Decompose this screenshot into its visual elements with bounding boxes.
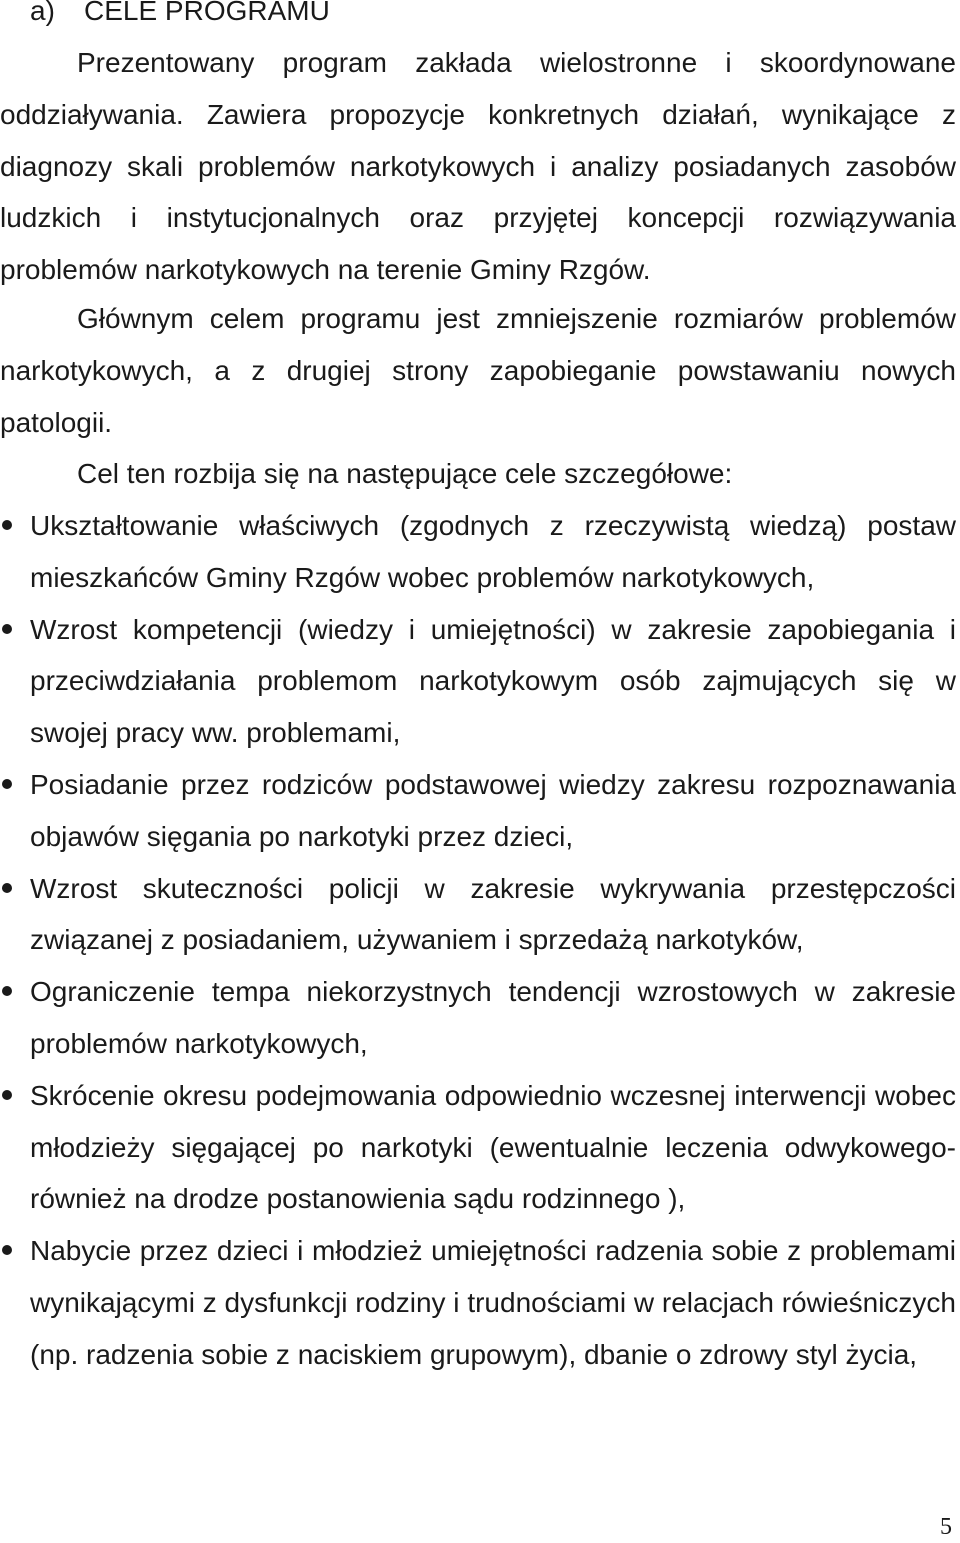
specific-goals-list bbox=[0, 500, 956, 1381]
bullet-icon bbox=[2, 1090, 12, 1100]
list-item bbox=[0, 759, 956, 863]
list-item bbox=[0, 966, 956, 1070]
list-item-text: Wzrost kompetencji (wiedzy i umiejętności) w zakresie zapobiegania i przeciwdziałania problemom narkotykowym osób zajmujących się w swojej pracy ww. problemami, bbox=[30, 613, 956, 749]
list-item-text: Ograniczenie tempa niekorzystnych tendencji wzrostowych w zakresie problemów narkotykowych, bbox=[30, 976, 956, 1059]
page-number: 5 bbox=[940, 1514, 952, 1540]
bullet-icon bbox=[2, 1245, 12, 1255]
list-item bbox=[0, 1225, 956, 1380]
bullet-icon bbox=[2, 520, 12, 530]
list-item-text: Posiadanie przez rodziców podstawowej wiedzy zakresu rozpoznawania objawów sięgania po narkotyki przez dzieci, bbox=[30, 768, 956, 852]
bullet-icon bbox=[2, 883, 12, 893]
bullet-icon bbox=[2, 986, 12, 996]
bullet-icon bbox=[2, 779, 12, 789]
list-item bbox=[0, 500, 956, 604]
main-goal-paragraph: Głównym celem programu jest zmniejszenie rozmiarów problemów narkotykowych, a z drugiej strony zapobieganie powstawaniu nowych patologii. bbox=[0, 303, 956, 438]
list-item-text: Nabycie przez dzieci i młodzież umiejętności radzenia sobie z problemami wynikającymi z dysfunkcji rodziny i trudnościami w relacjach rówieśniczych (np. radzenia sobie z naciskiem grupowym), dbanie o zdrowy styl życia, bbox=[30, 1235, 956, 1370]
list-item bbox=[0, 604, 956, 759]
bullet-icon bbox=[2, 624, 12, 634]
list-item-text: Ukształtowanie właściwych (zgodnych z rzeczywistą wiedzą) postaw mieszkańców Gminy Rzgów wobec problemów narkotykowych, bbox=[30, 510, 956, 593]
list-item-text: Skrócenie okresu podejmowania odpowiednio wczesnej interwencji wobec młodzieży sięgającej po narkotyki (ewentualnie leczenia odwykowego-również na drodze postanowienia sądu rodzinnego ), bbox=[30, 1079, 956, 1215]
list-item bbox=[0, 863, 956, 967]
section-label: a) bbox=[30, 0, 55, 26]
list-item-text: Wzrost skuteczności policji w zakresie wykrywania przestępczości związanej z posiadaniem, używaniem i sprzedażą narkotyków, bbox=[30, 872, 956, 956]
specific-goals-intro: Cel ten rozbija się na następujące cele szczegółowe: bbox=[77, 458, 733, 489]
section-title: CELE PROGRAMU bbox=[84, 0, 330, 26]
list-item bbox=[0, 1070, 956, 1225]
section-heading bbox=[30, 0, 330, 29]
intro-paragraph: Prezentowany program zakłada wielostronne i skoordynowane oddziaływania. Zawiera propozycje konkretnych działań, wynikające z diagnozy skali problemów narkotykowych i analizy posiadanych zasobów ludzkich i instytucjonalnych oraz przyjętej koncepcji rozwiązywania problemów narkotykowych na terenie Gminy Rzgów. bbox=[0, 47, 956, 286]
